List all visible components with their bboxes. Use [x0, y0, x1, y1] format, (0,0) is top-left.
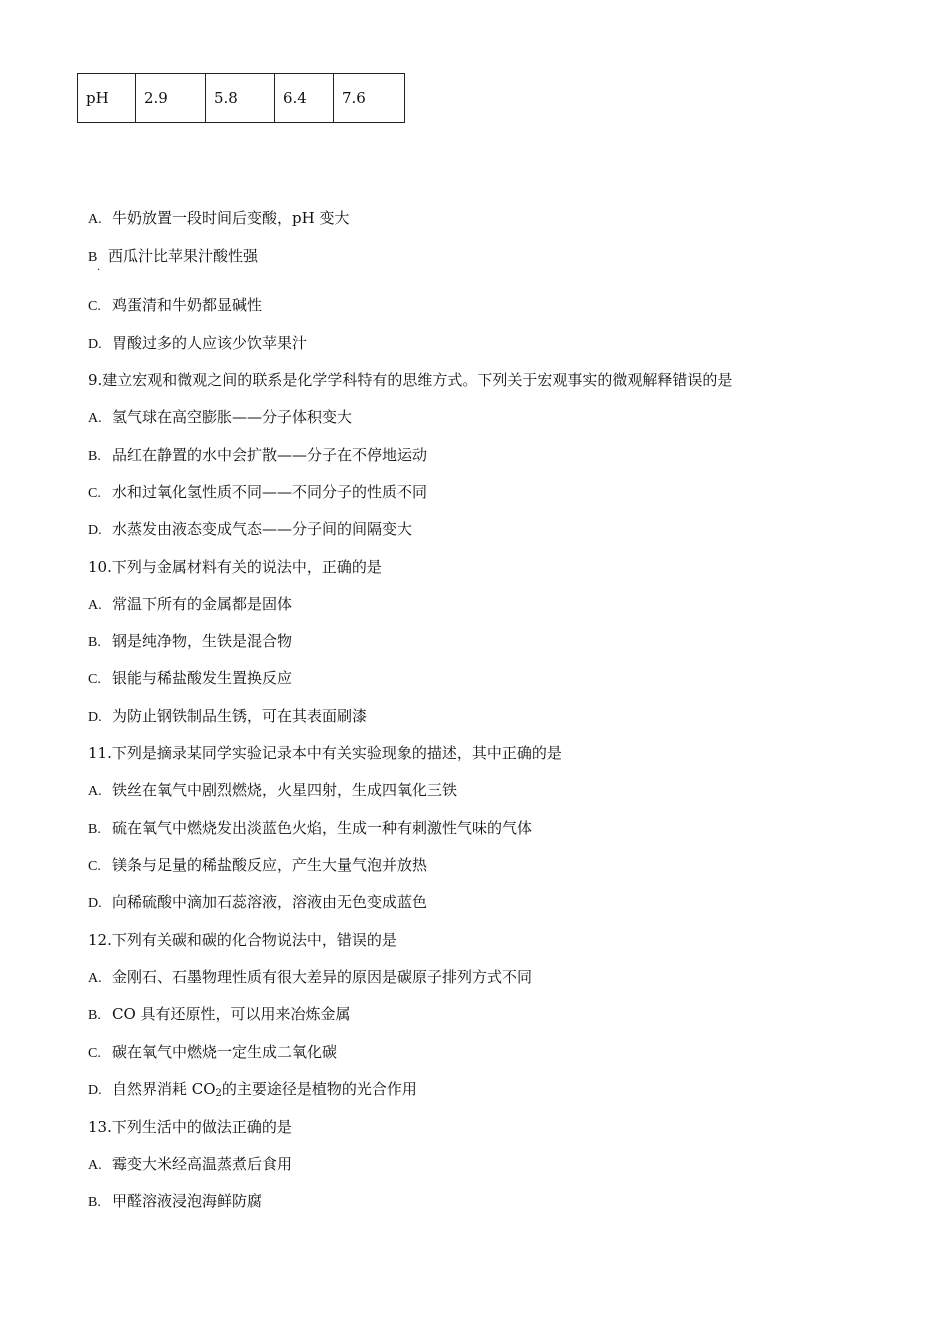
q13-stem: 13.下列生活中的做法正确的是 [88, 1118, 292, 1136]
q12-option-d [88, 1079, 417, 1104]
q12-option-b [88, 1004, 351, 1026]
q8-option-a [88, 208, 349, 230]
q10-stem: 10.下列与金属材料有关的说法中，正确的是 [88, 558, 382, 576]
option-text: 镁条与足量的稀盐酸反应，产生大量气泡并放热 [112, 856, 428, 874]
option-text: 氢气球在高空膨胀——分子体积变大 [112, 408, 353, 426]
ph-value-cell: 6.4 [275, 74, 334, 123]
q10-option-a [88, 594, 292, 616]
subscript: 2 [215, 1088, 222, 1099]
option-label: C. [88, 859, 101, 874]
q11-stem: 11.下列是摘录某同学实验记录本中有关实验现象的描述，其中正确的是 [88, 744, 562, 762]
option-text: 铁丝在氧气中剧烈燃烧，火星四射，生成四氧化三铁 [112, 781, 458, 799]
option-label: D. [88, 710, 102, 725]
ph-table-row [78, 74, 405, 123]
option-text: 金刚石、石墨物理性质有很大差异的原因是碳原子排列方式不同 [112, 968, 533, 986]
option-text: 的主要途径是植物的光合作用 [221, 1080, 417, 1098]
option-label: D. [88, 523, 102, 538]
q10-option-c [88, 668, 292, 690]
option-label: A. [88, 411, 102, 426]
ph-value-cell: 7.6 [334, 74, 405, 123]
option-label: B. [88, 635, 101, 650]
option-text: 水蒸发由液态变成气态——分子间的间隔变大 [112, 520, 413, 538]
option-text: 霉变大米经高温蒸煮后食用 [112, 1155, 293, 1173]
q12-stem: 12.下列有关碳和碳的化合物说法中，错误的是 [88, 931, 397, 949]
option-label: B. [88, 822, 101, 837]
q12-option-a [88, 967, 532, 989]
q10-option-d [88, 706, 367, 728]
q9-option-b [88, 445, 427, 467]
option-label: A. [88, 212, 102, 227]
q8-option-d [88, 333, 307, 355]
option-text: 甲醛溶液浸泡海鲜防腐 [112, 1192, 263, 1210]
option-label: A. [88, 784, 102, 799]
option-label: D. [88, 896, 102, 911]
option-text: 向稀硫酸中滴加石蕊溶液，溶液由无色变成蓝色 [112, 893, 428, 911]
option-text: 为防止钢铁制品生锈，可在其表面刷漆 [112, 707, 368, 725]
option-label: C. [88, 1046, 101, 1061]
option-text: 胃酸过多的人应该少饮苹果汁 [112, 334, 308, 352]
option-label: B [88, 250, 98, 265]
option-text: 常温下所有的金属都是固体 [112, 595, 293, 613]
q9-option-a [88, 407, 352, 429]
option-label: B. [88, 449, 101, 464]
option-label: A. [88, 971, 102, 986]
option-text: 自然界消耗 CO [112, 1080, 216, 1098]
stray-dot: . [97, 262, 101, 273]
q12-option-c [88, 1042, 337, 1064]
ph-value-cell: 2.9 [136, 74, 206, 123]
ph-header-cell: pH [78, 74, 136, 123]
q9-stem: 9.建立宏观和微观之间的联系是化学学科特有的思维方式。下列关于宏观事实的微观解释错误的是 [88, 371, 733, 389]
option-label: C. [88, 486, 101, 501]
option-label: B. [88, 1195, 101, 1210]
q11-option-a [88, 780, 457, 802]
ph-table [77, 73, 405, 123]
option-text: 西瓜汁比苹果汁酸性强 [108, 247, 259, 265]
option-text: 钢是纯净物，生铁是混合物 [112, 632, 293, 650]
q9-option-c [88, 482, 427, 504]
q8-option-c [88, 295, 262, 317]
q13-option-a [88, 1154, 292, 1176]
option-text: 水和过氧化氢性质不同——不同分子的性质不同 [112, 483, 428, 501]
q13-option-b [88, 1191, 262, 1213]
option-label: D. [88, 1083, 102, 1098]
q10-option-b [88, 631, 292, 653]
q11-option-d [88, 892, 427, 914]
option-label: C. [88, 299, 101, 314]
option-label: A. [88, 1158, 102, 1173]
option-label: C. [88, 672, 101, 687]
option-text: 硫在氧气中燃烧发出淡蓝色火焰，生成一种有刺激性气味的气体 [112, 819, 533, 837]
option-text: 牛奶放置一段时间后变酸，pH 变大 [112, 209, 350, 227]
option-text: CO 具有还原性，可以用来冶炼金属 [112, 1005, 351, 1023]
option-text: 鸡蛋清和牛奶都显碱性 [112, 296, 263, 314]
option-text: 碳在氧气中燃烧一定生成二氧化碳 [112, 1043, 338, 1061]
option-label: B. [88, 1008, 101, 1023]
option-label: A. [88, 598, 102, 613]
ph-value-cell: 5.8 [206, 74, 275, 123]
option-text: 银能与稀盐酸发生置换反应 [112, 669, 293, 687]
q11-option-b [88, 818, 532, 840]
q9-option-d [88, 519, 412, 541]
q8-option-b [88, 246, 258, 268]
option-text: 品红在静置的水中会扩散——分子在不停地运动 [112, 446, 428, 464]
option-label: D. [88, 337, 102, 352]
q11-option-c [88, 855, 427, 877]
